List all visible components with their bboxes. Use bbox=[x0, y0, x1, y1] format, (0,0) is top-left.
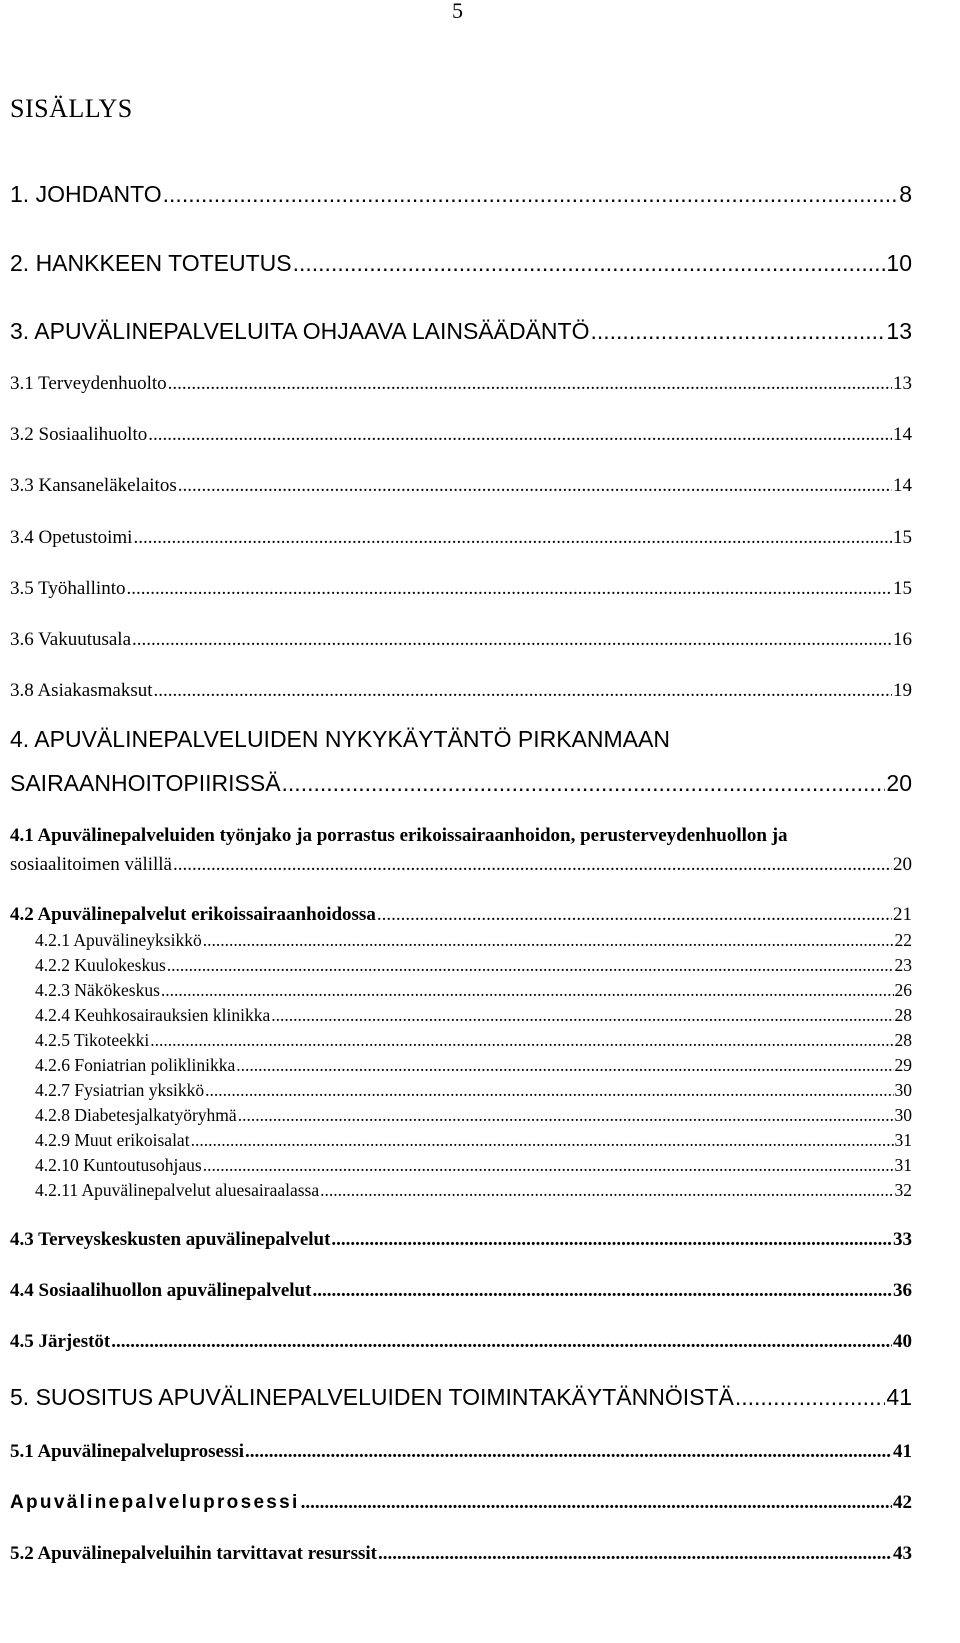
toc-entry[interactable] bbox=[10, 629, 912, 651]
toc-entry-label: 4.2.2 Kuulokeskus bbox=[35, 955, 166, 975]
toc-leader bbox=[178, 475, 892, 497]
toc-leader bbox=[154, 680, 893, 702]
toc-entry-label: 4.5 Järjestöt bbox=[10, 1331, 111, 1352]
toc-leader bbox=[167, 955, 894, 976]
toc-entry[interactable] bbox=[10, 770, 912, 797]
toc-leader bbox=[173, 854, 892, 876]
toc-leader bbox=[301, 1492, 892, 1514]
toc-leader bbox=[312, 1280, 892, 1302]
toc-entry-page: 26 bbox=[894, 980, 912, 1000]
toc-entry-label: 3.1 Terveydenhuolto bbox=[10, 373, 167, 394]
toc-leader bbox=[191, 1130, 894, 1151]
toc-entry-page: 23 bbox=[894, 955, 912, 975]
toc-leader bbox=[293, 250, 886, 277]
toc-entry-page: 14 bbox=[893, 424, 912, 445]
toc-entry-label: 4.3 Terveyskeskusten apuvälinepalvelut bbox=[10, 1229, 331, 1250]
toc-entry[interactable] bbox=[10, 904, 912, 926]
toc-leader bbox=[132, 629, 892, 651]
toc-leader bbox=[148, 424, 892, 446]
toc-entry-label: 3. APUVÄLINEPALVELUITA OHJAAVA LAINSÄÄDÄNTÖ bbox=[10, 318, 590, 344]
toc-entry[interactable] bbox=[10, 1492, 912, 1514]
toc-entry-page: 16 bbox=[893, 629, 912, 650]
toc-entry-label: 3.6 Vakuutusala bbox=[10, 629, 132, 650]
toc-entry-label: SAIRAANHOITOPIIRISSÄ bbox=[10, 770, 281, 796]
toc-entry-page: 33 bbox=[893, 1229, 912, 1250]
toc-entry-label: 3.2 Sosiaalihuolto bbox=[10, 424, 148, 445]
toc-entry-page: 29 bbox=[894, 1055, 912, 1075]
toc-entry[interactable] bbox=[10, 1280, 912, 1302]
toc-entry-page: 15 bbox=[893, 578, 912, 599]
toc-entry-label: 4.4 Sosiaalihuollon apuvälinepalvelut bbox=[10, 1280, 312, 1301]
toc-entry[interactable] bbox=[10, 1441, 912, 1463]
toc-entry-page: 22 bbox=[894, 930, 912, 950]
toc-entry[interactable] bbox=[35, 1055, 912, 1076]
toc-entry-label: 4.2.10 Kuntoutusohjaus bbox=[35, 1155, 202, 1175]
toc-entry[interactable] bbox=[10, 680, 912, 702]
toc-entry-page: 15 bbox=[893, 527, 912, 548]
toc-entry-label: 4.2.8 Diabetesjalkatyöryhmä bbox=[35, 1105, 237, 1125]
toc-entry-label: 4.2.9 Muut erikoisalat bbox=[35, 1130, 190, 1150]
toc-entry-label: 4.2.7 Fysiatrian yksikkö bbox=[35, 1080, 205, 1100]
toc-entry-page: 13 bbox=[893, 373, 912, 394]
toc-entry-label-line1: 4. APUVÄLINEPALVELUIDEN NYKYKÄYTÄNTÖ PIRKANMAAN bbox=[10, 726, 670, 752]
toc-entry-label: 4.2.6 Foniatrian poliklinikka bbox=[35, 1055, 236, 1075]
toc-entry[interactable] bbox=[10, 318, 912, 345]
toc-entry-page: 42 bbox=[893, 1492, 912, 1513]
toc-entry-label: 4.2.11 Apuvälinepalvelut aluesairaalassa bbox=[35, 1180, 320, 1200]
toc-entry-label: 4.2.4 Keuhkosairauksien klinikka bbox=[35, 1005, 271, 1025]
toc-entry[interactable] bbox=[10, 1229, 912, 1251]
toc-entry-label: 4.2 Apuvälinepalvelut erikoissairaanhoidossa bbox=[10, 904, 376, 925]
toc-entry-label: 5.2 Apuvälinepalveluihin tarvittavat resurssit bbox=[10, 1543, 378, 1564]
toc-entry[interactable] bbox=[35, 1030, 912, 1051]
toc-entry-page: 28 bbox=[894, 1005, 912, 1025]
toc-leader bbox=[205, 1080, 893, 1101]
toc-entry-label: 5.1 Apuvälinepalveluprosessi bbox=[10, 1441, 245, 1462]
toc-leader bbox=[378, 1543, 892, 1565]
toc-entry-page: 40 bbox=[893, 1331, 912, 1352]
toc-entry-label: sosiaalitoimen välillä bbox=[10, 854, 172, 875]
toc-entry[interactable] bbox=[35, 980, 912, 1001]
toc-entry-page: 36 bbox=[893, 1280, 912, 1301]
toc-entry-label: 4.2.3 Näkökeskus bbox=[35, 980, 160, 1000]
toc-leader bbox=[320, 1180, 893, 1201]
toc-entry-page: 14 bbox=[893, 475, 912, 496]
toc-entry[interactable] bbox=[10, 475, 912, 497]
toc-leader bbox=[126, 578, 892, 600]
toc-entry[interactable] bbox=[10, 250, 912, 277]
toc-leader bbox=[377, 904, 892, 926]
toc-entry-page: 20 bbox=[886, 770, 912, 796]
toc-entry-label: Apuvälinepalveluprosessi bbox=[10, 1492, 300, 1513]
toc-leader bbox=[203, 930, 894, 951]
toc-entry-label: 4.2.1 Apuvälineyksikkö bbox=[35, 930, 202, 950]
toc-leader bbox=[150, 1030, 893, 1051]
toc-entry-page: 20 bbox=[893, 854, 912, 875]
toc-leader bbox=[168, 373, 892, 395]
toc-entry[interactable] bbox=[10, 373, 912, 395]
page-number: 5 bbox=[452, 0, 463, 23]
toc-entry[interactable] bbox=[35, 955, 912, 976]
toc-entry[interactable] bbox=[35, 1080, 912, 1101]
toc-entry[interactable] bbox=[35, 1180, 912, 1201]
toc-entry-page: 31 bbox=[894, 1155, 912, 1175]
toc-entry-page: 41 bbox=[886, 1384, 912, 1410]
toc-entry-label: 1. JOHDANTO bbox=[10, 181, 162, 207]
toc-entry[interactable] bbox=[10, 527, 912, 549]
toc-entry-label: 4.2.5 Tikoteekki bbox=[35, 1030, 150, 1050]
toc-entry[interactable] bbox=[10, 854, 912, 876]
toc-entry-label-line1: 4.1 Apuvälinepalveluiden työnjako ja porrastus erikoissairaanhoidon, perusterveydenhuollon ja bbox=[10, 825, 788, 846]
toc-entry-label: 3.3 Kansaneläkelaitos bbox=[10, 475, 177, 496]
toc-leader bbox=[111, 1331, 892, 1353]
toc-leader bbox=[203, 1155, 894, 1176]
toc-leader bbox=[161, 980, 894, 1001]
toc-entry[interactable] bbox=[35, 930, 912, 951]
toc-entry-page: 41 bbox=[893, 1441, 912, 1462]
toc-leader bbox=[331, 1229, 892, 1251]
toc-entry[interactable] bbox=[35, 1130, 912, 1151]
toc-entry[interactable] bbox=[35, 1105, 912, 1126]
toc-entry-label: 5. SUOSITUS APUVÄLINEPALVELUIDEN TOIMINTAKÄYTÄNNÖISTÄ bbox=[10, 1384, 734, 1410]
toc-entry-page: 31 bbox=[894, 1130, 912, 1150]
toc-entry-label: 3.8 Asiakasmaksut bbox=[10, 680, 153, 701]
toc-leader bbox=[245, 1441, 892, 1463]
toc-entry[interactable] bbox=[10, 424, 912, 446]
toc-leader bbox=[236, 1055, 893, 1076]
toc-entry-page: 10 bbox=[886, 250, 912, 276]
toc-entry-page: 43 bbox=[893, 1543, 912, 1564]
toc-entry[interactable] bbox=[10, 181, 912, 208]
toc-entry-page: 13 bbox=[886, 318, 912, 344]
toc-entry-page: 21 bbox=[893, 904, 912, 925]
toc-entry-label: 2. HANKKEEN TOTEUTUS bbox=[10, 250, 292, 276]
toc-entry-page: 30 bbox=[894, 1105, 912, 1125]
toc-leader bbox=[238, 1105, 894, 1126]
toc-entry[interactable] bbox=[10, 578, 912, 600]
toc-entry-page: 28 bbox=[894, 1030, 912, 1050]
toc-entry-page: 30 bbox=[894, 1080, 912, 1100]
toc-entry-label: 3.4 Opetustoimi bbox=[10, 527, 133, 548]
toc-entry-label: 3.5 Työhallinto bbox=[10, 578, 126, 599]
toc-leader bbox=[282, 770, 886, 797]
toc-leader bbox=[163, 181, 899, 208]
toc-entry[interactable] bbox=[35, 1155, 912, 1176]
toc-entry[interactable] bbox=[35, 1005, 912, 1026]
toc-title: SISÄLLYS bbox=[10, 94, 133, 123]
toc-leader bbox=[271, 1005, 893, 1026]
toc-leader bbox=[590, 318, 885, 345]
toc-entry[interactable] bbox=[10, 1543, 912, 1565]
toc-entry-page: 8 bbox=[899, 181, 912, 207]
toc-entry[interactable] bbox=[10, 1331, 912, 1353]
toc-entry-page: 32 bbox=[894, 1180, 912, 1200]
toc-leader bbox=[735, 1384, 886, 1411]
toc-entry-page: 19 bbox=[893, 680, 912, 701]
toc-leader bbox=[133, 527, 892, 549]
toc-entry[interactable] bbox=[10, 1384, 912, 1411]
